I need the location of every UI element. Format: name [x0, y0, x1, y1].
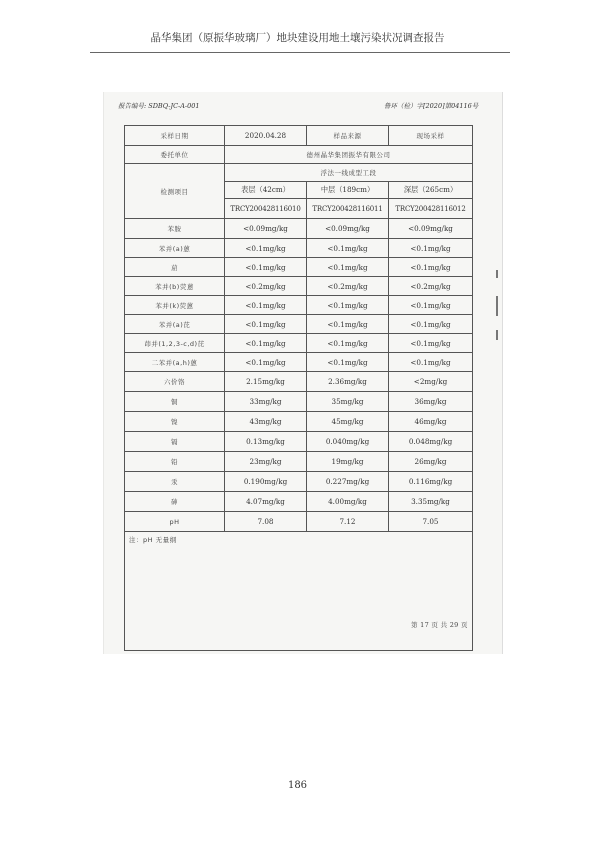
result-cell: <0.1mg/kg	[389, 315, 473, 334]
table-row	[125, 492, 473, 512]
test-item: 苯并(a)芘	[125, 315, 225, 334]
test-item: 䓛	[125, 258, 225, 277]
binding-mark	[496, 330, 498, 340]
result-cell: 0.040mg/kg	[307, 432, 389, 452]
table-row	[125, 315, 473, 334]
result-cell: <0.1mg/kg	[389, 334, 473, 353]
binding-mark	[496, 270, 498, 278]
result-cell: <0.1mg/kg	[225, 258, 307, 277]
test-item-label: 检测项目	[125, 164, 225, 219]
result-cell: <0.1mg/kg	[225, 353, 307, 372]
result-cell: 35mg/kg	[307, 392, 389, 412]
result-cell: 0.116mg/kg	[389, 472, 473, 492]
result-cell: 46mg/kg	[389, 412, 473, 432]
result-cell: 2.36mg/kg	[307, 372, 389, 392]
table-row	[125, 258, 473, 277]
result-cell: 36mg/kg	[389, 392, 473, 412]
report-number: 报告编号: SDBQ-JC-A-001	[118, 102, 200, 110]
result-cell: 45mg/kg	[307, 412, 389, 432]
result-cell: <0.1mg/kg	[307, 334, 389, 353]
result-cell: <0.1mg/kg	[307, 239, 389, 258]
result-cell: <0.1mg/kg	[389, 296, 473, 315]
sample-id: TRCY200428116010	[225, 199, 307, 219]
sample-source: 现场采样	[389, 126, 473, 146]
test-item: 苯并(a)蒽	[125, 239, 225, 258]
result-cell: 2.15mg/kg	[225, 372, 307, 392]
table-row	[125, 512, 473, 532]
sample-id: TRCY200428116011	[307, 199, 389, 219]
table-row	[125, 296, 473, 315]
result-cell: 7.12	[307, 512, 389, 532]
test-item: 镍	[125, 412, 225, 432]
test-item: 汞	[125, 472, 225, 492]
result-cell: 33mg/kg	[225, 392, 307, 412]
note-row	[125, 532, 473, 651]
result-cell: <0.1mg/kg	[307, 258, 389, 277]
result-cell: 7.05	[389, 512, 473, 532]
result-cell: 19mg/kg	[307, 452, 389, 472]
result-cell: <0.2mg/kg	[307, 277, 389, 296]
result-cell: 43mg/kg	[225, 412, 307, 432]
running-header: 晶华集团（原振华玻璃厂）地块建设用地土壤污染状况调查报告	[150, 32, 445, 44]
sampling-info-row	[125, 126, 473, 146]
scan-page-count: 第 17 页 共 29 页	[411, 621, 468, 629]
sampling-date: 2020.04.28	[225, 126, 307, 146]
table-row	[125, 239, 473, 258]
result-cell: <0.1mg/kg	[389, 258, 473, 277]
result-cell: <0.1mg/kg	[389, 353, 473, 372]
result-cell: <0.1mg/kg	[307, 296, 389, 315]
result-cell: <2mg/kg	[389, 372, 473, 392]
result-cell: 7.08	[225, 512, 307, 532]
result-cell: <0.1mg/kg	[389, 239, 473, 258]
table-row	[125, 219, 473, 239]
sampling-date-label: 采样日期	[125, 126, 225, 146]
table-row	[125, 452, 473, 472]
test-item: 苯胺	[125, 219, 225, 239]
test-item: 苯并(k)荧蒽	[125, 296, 225, 315]
test-item: pH	[125, 512, 225, 532]
group-header-row	[125, 164, 473, 182]
test-item: 六价铬	[125, 372, 225, 392]
table-note: 注：pH 无量纲	[125, 532, 473, 651]
client-row	[125, 146, 473, 164]
table-row	[125, 353, 473, 372]
license-number: 鲁环（检）字[2020]第04116号	[384, 102, 479, 110]
result-cell: <0.09mg/kg	[307, 219, 389, 239]
table-row	[125, 432, 473, 452]
test-results-table	[124, 125, 473, 651]
result-cell: 3.35mg/kg	[389, 492, 473, 512]
result-cell: 26mg/kg	[389, 452, 473, 472]
test-item: 镉	[125, 432, 225, 452]
result-cell: <0.2mg/kg	[389, 277, 473, 296]
group-header: 浮法一线成型工段	[225, 164, 473, 182]
test-item: 苯并(b)荧蒽	[125, 277, 225, 296]
result-cell: <0.1mg/kg	[307, 315, 389, 334]
client-name: 德州晶华集团振华有限公司	[225, 146, 473, 164]
depth-header: 深层（265cm）	[389, 182, 473, 199]
result-cell: <0.2mg/kg	[225, 277, 307, 296]
result-cell: <0.1mg/kg	[225, 315, 307, 334]
result-cell: <0.1mg/kg	[225, 296, 307, 315]
client-label: 委托单位	[125, 146, 225, 164]
result-cell: 0.190mg/kg	[225, 472, 307, 492]
sample-id: TRCY200428116012	[389, 199, 473, 219]
depth-header: 表层（42cm）	[225, 182, 307, 199]
result-cell: 23mg/kg	[225, 452, 307, 472]
table-row	[125, 277, 473, 296]
result-cell: <0.1mg/kg	[307, 353, 389, 372]
result-cell: <0.1mg/kg	[225, 239, 307, 258]
table-row	[125, 472, 473, 492]
result-cell: <0.09mg/kg	[225, 219, 307, 239]
test-item: 铅	[125, 452, 225, 472]
test-item: 茚并(1,2,3-c,d)芘	[125, 334, 225, 353]
table-row	[125, 392, 473, 412]
sample-source-label: 样品来源	[307, 126, 389, 146]
header-rule	[90, 52, 510, 53]
table-row	[125, 412, 473, 432]
result-cell: 4.07mg/kg	[225, 492, 307, 512]
result-cell: 4.00mg/kg	[307, 492, 389, 512]
test-item: 二苯并(a,h)蒽	[125, 353, 225, 372]
depth-header: 中层（189cm）	[307, 182, 389, 199]
binding-mark	[496, 296, 498, 316]
result-cell: <0.1mg/kg	[225, 334, 307, 353]
result-cell: 0.048mg/kg	[389, 432, 473, 452]
test-item: 铜	[125, 392, 225, 412]
result-cell: 0.227mg/kg	[307, 472, 389, 492]
page-number: 186	[287, 780, 308, 791]
test-item: 砷	[125, 492, 225, 512]
table-row	[125, 334, 473, 353]
result-cell: <0.09mg/kg	[389, 219, 473, 239]
result-cell: 0.13mg/kg	[225, 432, 307, 452]
table-row	[125, 372, 473, 392]
